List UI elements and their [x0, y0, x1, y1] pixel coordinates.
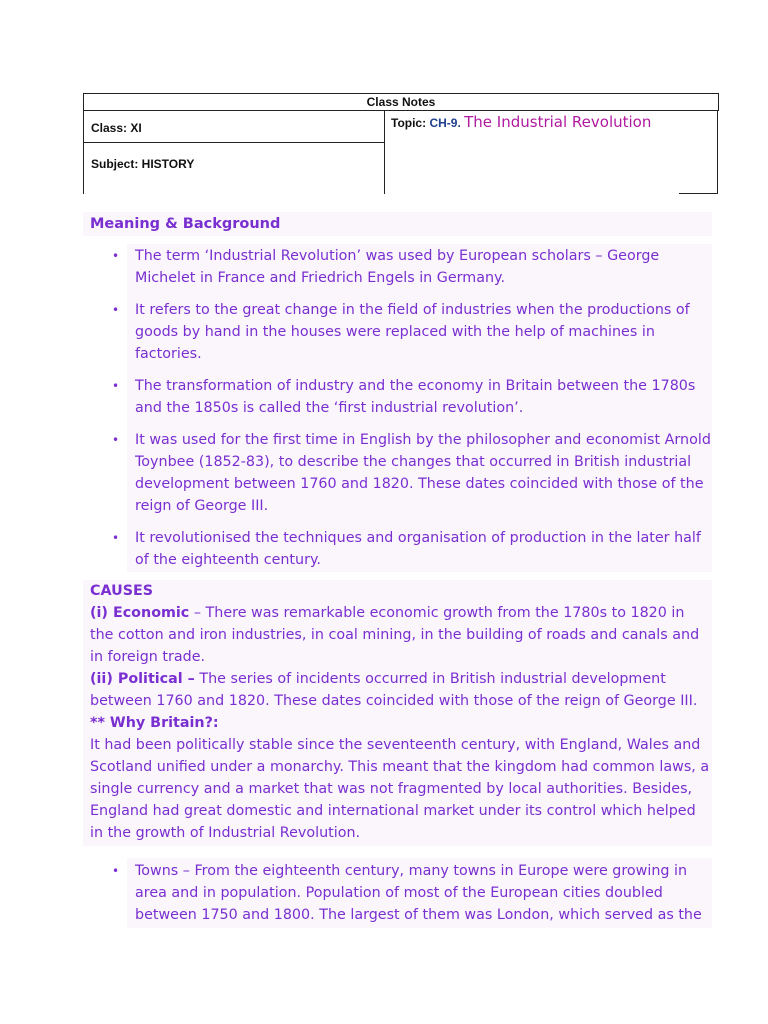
bullet-icon: • — [112, 249, 120, 263]
cause-economic — [90, 602, 712, 668]
cause-political — [90, 668, 712, 712]
why-britain-heading: ** Why Britain?: — [90, 715, 219, 731]
bullet-icon: • — [112, 531, 120, 545]
bullet-icon: • — [112, 864, 120, 878]
header-table — [83, 93, 719, 195]
causes-section — [83, 580, 712, 846]
bullet-icon: • — [112, 379, 120, 393]
cause-economic-label: (i) Economic — [90, 605, 190, 621]
meaning-bullet-list — [108, 245, 712, 581]
list-item: • It was used for the first time in English by the philosopher and economist Arnold Toynbee (1852-83), to describe the changes that occurred in British industrial development between 1760 and 1820. These dates coincided with those of the reign of George III. — [108, 429, 712, 517]
header-right-column — [384, 110, 718, 193]
list-item: • It revolutionised the techniques and organisation of production in the later half of the eighteenth century. — [108, 527, 712, 571]
cause-economic-text: – There was remarkable economic growth from the 1780s to 1820 in the cotton and iron industries, in coal mining, in the building of roads and canals and in foreign trade. — [90, 605, 700, 665]
list-item: • The transformation of industry and the economy in Britain between the 1780s and the 1850s is called the ‘first industrial revolution’. — [108, 375, 712, 419]
topic-line — [391, 114, 651, 131]
cause-political-label: (ii) Political – — [90, 671, 195, 687]
topic-chapter: CH-9. — [429, 116, 461, 130]
class-label: Class: XI — [84, 110, 384, 143]
header-left-column — [83, 110, 385, 194]
topic-name: The Industrial Revolution — [464, 113, 652, 131]
list-item: • Towns – From the eighteenth century, many towns in Europe were growing in area and in population. Population of most of the European cities doubled between 1750 and 1800. The largest of them was London, which served as the — [108, 860, 712, 926]
section-heading-causes: CAUSES — [90, 583, 154, 599]
page-title: Class Notes — [83, 93, 719, 111]
section-heading-meaning: Meaning & Background — [83, 212, 712, 236]
bullet-icon: • — [112, 303, 120, 317]
subject-label: Subject: HISTORY — [91, 157, 195, 171]
towns-bullet-list — [108, 860, 712, 928]
list-item: • The term ‘Industrial Revolution’ was used by European scholars – George Michelet in France and Friedrich Engels in Germany. — [108, 245, 712, 289]
why-britain-text: It had been politically stable since the seventeenth century, with England, Wales and Scotland unified under a monarchy. This meant that the kingdom had common laws, a single currency and a market that was not fragmented by local authorities. Besides, England had great domestic and international market under its control which helped in the growth of Industrial Revolution. — [90, 737, 710, 841]
list-item: • It refers to the great change in the field of industries when the productions of goods by hand in the houses were replaced with the help of machines in factories. — [108, 299, 712, 365]
bullet-icon: • — [112, 433, 120, 447]
header-divider — [679, 193, 718, 194]
cause-political-text: The series of incidents occurred in British industrial development between 1760 and 1820. These dates coincided with those of the reign of George III. — [90, 671, 698, 709]
topic-label: Topic: — [391, 116, 427, 130]
